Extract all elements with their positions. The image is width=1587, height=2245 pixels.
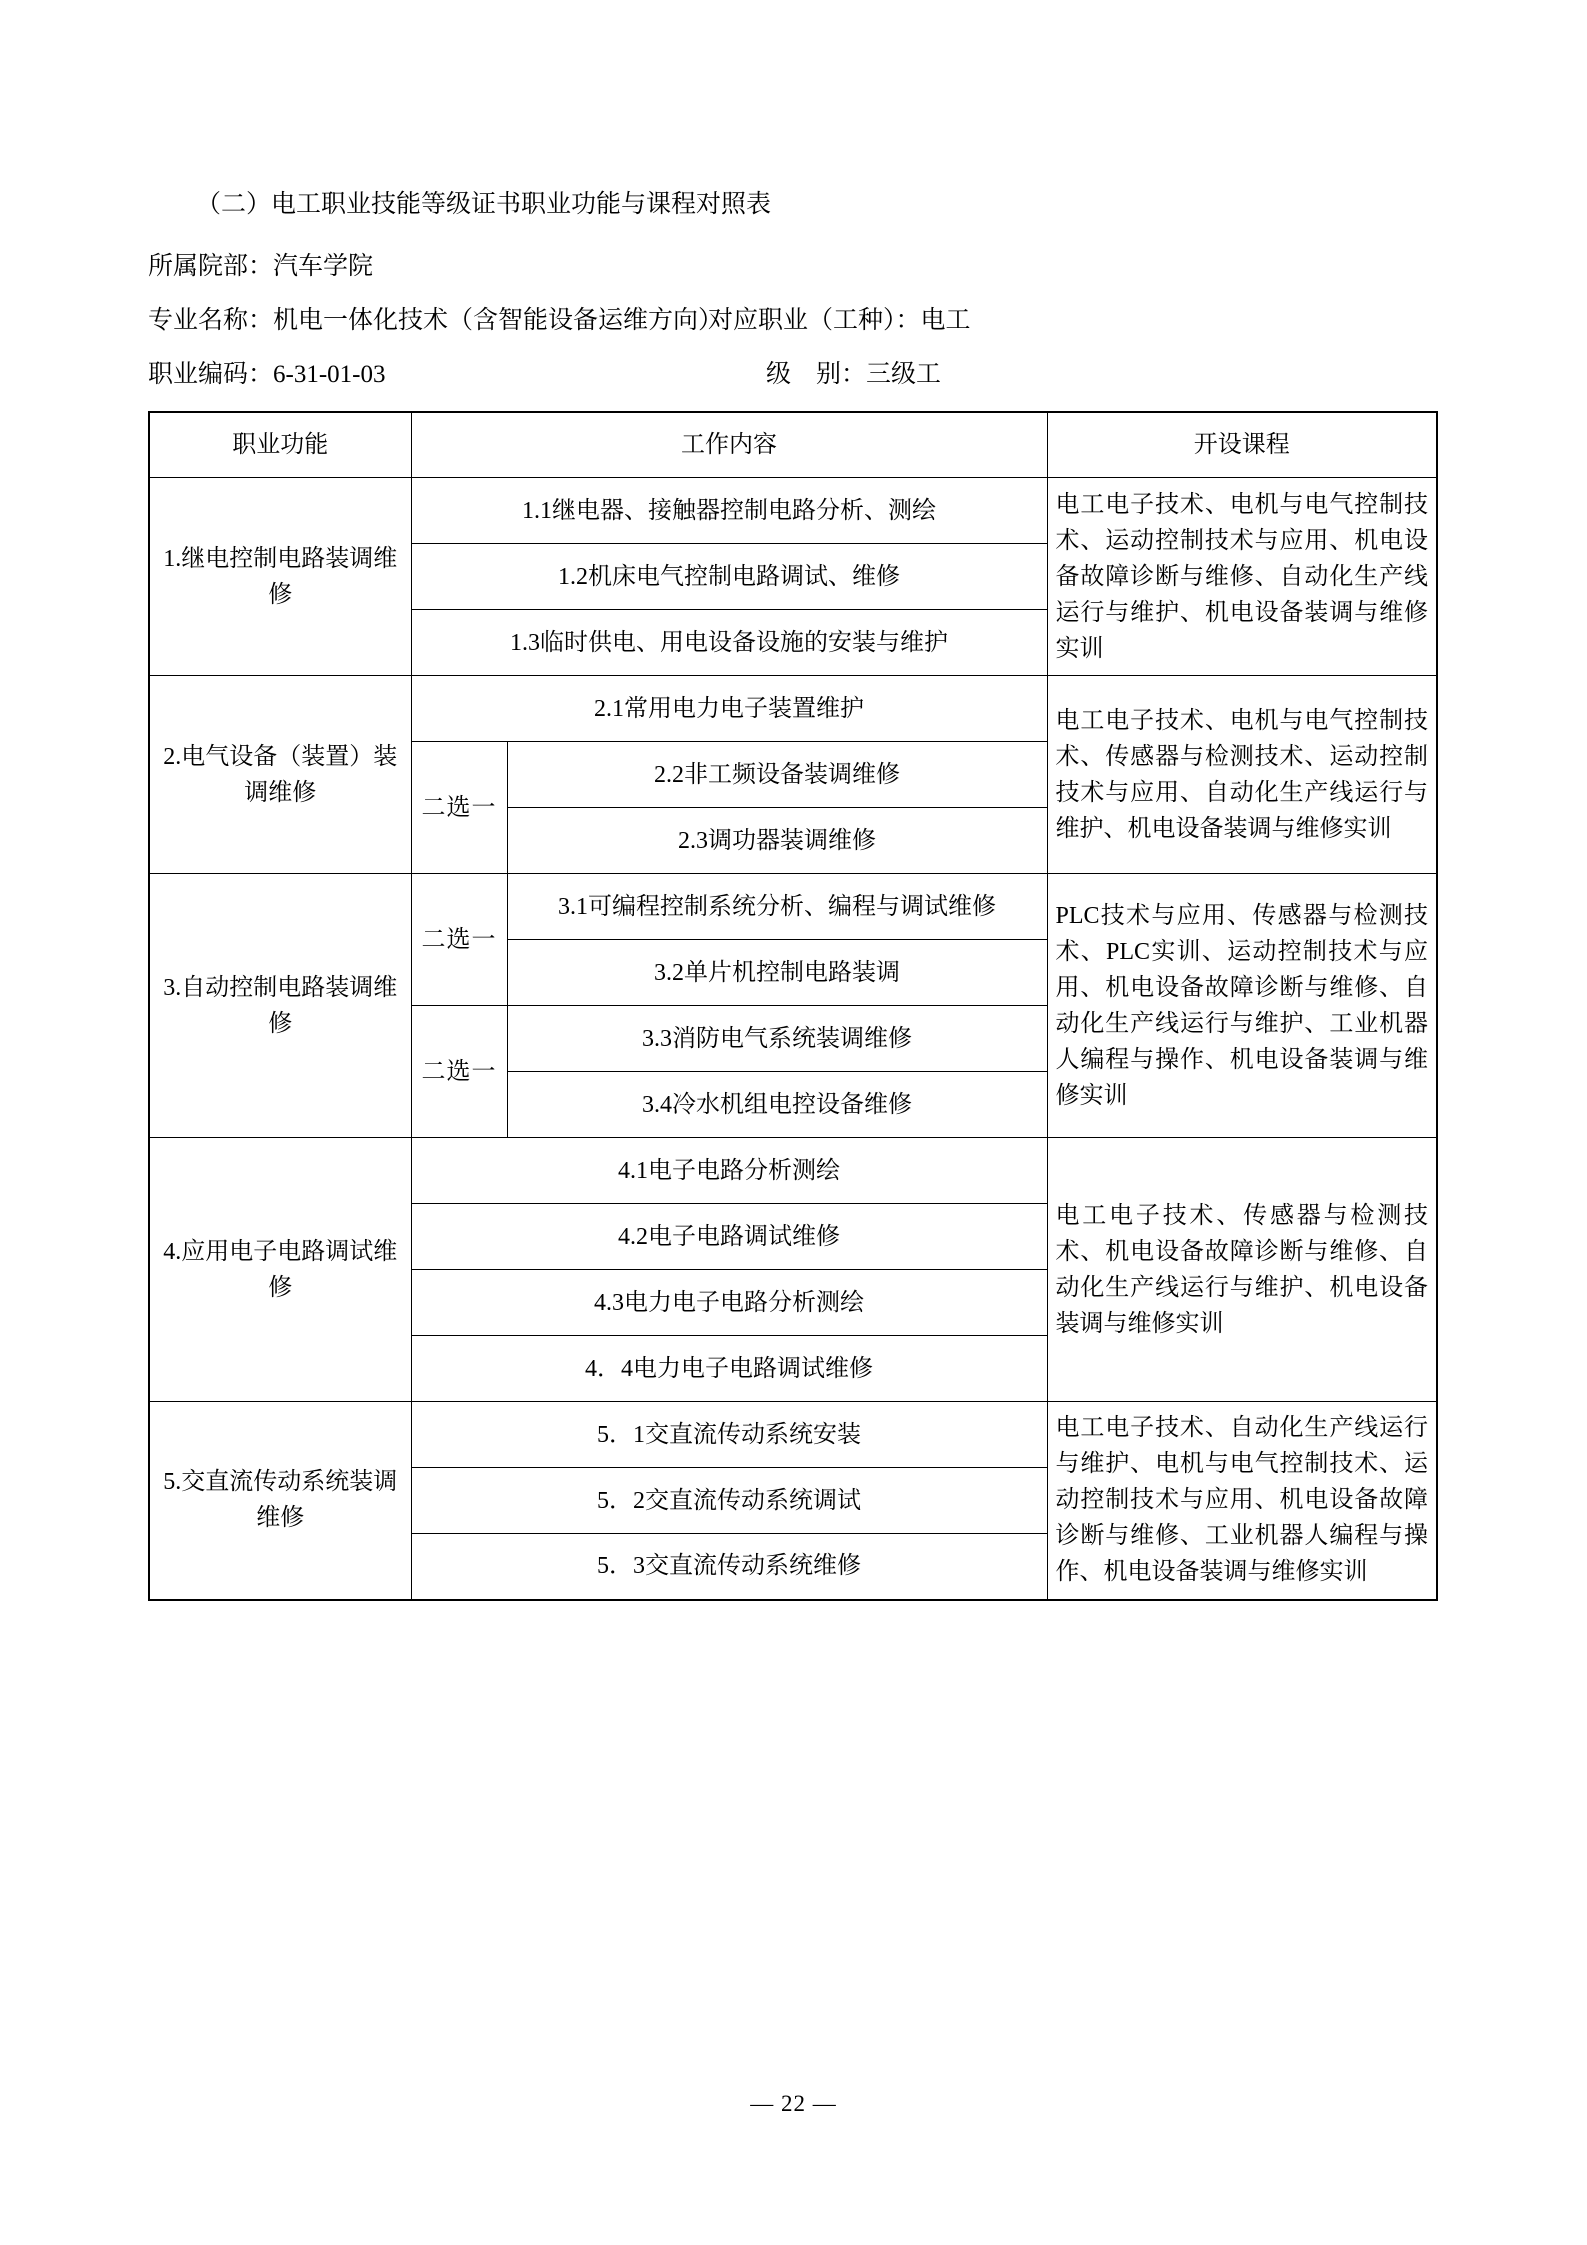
level-group — [766, 355, 941, 395]
content-cell-5-1: 5．1交直流传动系统安装 — [411, 1402, 1047, 1468]
meta-code-level — [148, 355, 1439, 395]
content-cell-1-3: 1.3临时供电、用电设备设施的安装与维护 — [411, 610, 1047, 676]
level-label: 级 别： — [766, 361, 867, 388]
table-row — [149, 676, 1437, 742]
content-cell-1-2: 1.2机床电气控制电路调试、维修 — [411, 544, 1047, 610]
department-label: 所属院部： — [148, 253, 274, 280]
header-function: 职业功能 — [149, 412, 411, 478]
table-header-row — [149, 412, 1437, 478]
code-group — [148, 355, 708, 395]
content-cell-3-1: 3.1可编程控制系统分析、编程与调试维修 — [507, 874, 1047, 940]
occupation-value: 电工 — [920, 307, 971, 334]
table-row — [149, 1402, 1437, 1468]
level-value: 三级工 — [866, 361, 942, 388]
content-cell-3-3: 3.3消防电气系统装调维修 — [507, 1006, 1047, 1072]
content-cell-1-1: 1.1继电器、接触器控制电路分析、测绘 — [411, 478, 1047, 544]
two-pick-label-2: 二选一 — [411, 742, 507, 874]
content-cell-2-2: 2.2非工频设备装调维修 — [507, 742, 1047, 808]
content-cell-4-2: 4.2电子电路调试维修 — [411, 1204, 1047, 1270]
function-cell-4: 4.应用电子电路调试维修 — [149, 1138, 411, 1402]
table-row — [149, 478, 1437, 544]
content-cell-4-1: 4.1电子电路分析测绘 — [411, 1138, 1047, 1204]
content-cell-3-4: 3.4冷水机组电控设备维修 — [507, 1072, 1047, 1138]
two-pick-label-3a: 二选一 — [411, 874, 507, 1006]
major-value: 机电一体化技术（含智能设备运维方向） — [273, 307, 724, 334]
content-cell-5-3: 5．3交直流传动系统维修 — [411, 1534, 1047, 1600]
course-cell-1: 电工电子技术、电机与电气控制技术、运动控制技术与应用、机电设备故障诊断与维修、自动化生产线运行与维护、机电设备装调与维修实训 — [1047, 478, 1437, 676]
header-course: 开设课程 — [1047, 412, 1437, 478]
major-label: 专业名称： — [148, 307, 274, 334]
course-cell-3: PLC技术与应用、传感器与检测技术、PLC实训、运动控制技术与应用、机电设备故障诊断与维修、自动化生产线运行与维护、工业机器人编程与操作、机电设备装调与维修实训 — [1047, 874, 1437, 1138]
table-row — [149, 1138, 1437, 1204]
function-cell-2: 2.电气设备（装置）装调维修 — [149, 676, 411, 874]
function-cell-1: 1.继电控制电路装调维修 — [149, 478, 411, 676]
content-cell-3-2: 3.2单片机控制电路装调 — [507, 940, 1047, 1006]
content-cell-4-3: 4.3电力电子电路分析测绘 — [411, 1270, 1047, 1336]
occupation-group — [708, 301, 971, 341]
code-value: 6-31-01-03 — [273, 361, 386, 388]
occupation-label: 对应职业（工种）： — [708, 307, 921, 334]
code-label: 职业编码： — [148, 361, 274, 388]
course-cell-4: 电工电子技术、传感器与检测技术、机电设备故障诊断与维修、自动化生产线运行与维护、机电设备装调与维修实训 — [1047, 1138, 1437, 1402]
department-value: 汽车学院 — [273, 253, 374, 280]
function-cell-5: 5.交直流传动系统装调维修 — [149, 1402, 411, 1600]
course-cell-5: 电工电子技术、自动化生产线运行与维护、电机与电气控制技术、运动控制技术与应用、机电设备故障诊断与维修、工业机器人编程与操作、机电设备装调与维修实训 — [1047, 1402, 1437, 1600]
meta-department — [148, 247, 1439, 287]
meta-major-occupation — [148, 301, 1439, 341]
page-number: — 22 — — [750, 2091, 837, 2116]
content-cell-2-1: 2.1常用电力电子装置维护 — [411, 676, 1047, 742]
header-content: 工作内容 — [411, 412, 1047, 478]
major-group — [148, 301, 724, 341]
course-cell-2: 电工电子技术、电机与电气控制技术、传感器与检测技术、运动控制技术与应用、自动化生产线运行与维护、机电设备装调与维修实训 — [1047, 676, 1437, 874]
content-cell-2-3: 2.3调功器装调维修 — [507, 808, 1047, 874]
content-cell-5-2: 5．2交直流传动系统调试 — [411, 1468, 1047, 1534]
function-course-table — [148, 411, 1438, 1601]
table-row — [149, 874, 1437, 940]
content-cell-4-4: 4．4电力电子电路调试维修 — [411, 1336, 1047, 1402]
page-title: （二）电工职业技能等级证书职业功能与课程对照表 — [196, 191, 772, 218]
function-cell-3: 3.自动控制电路装调维修 — [149, 874, 411, 1138]
two-pick-label-3b: 二选一 — [411, 1006, 507, 1138]
